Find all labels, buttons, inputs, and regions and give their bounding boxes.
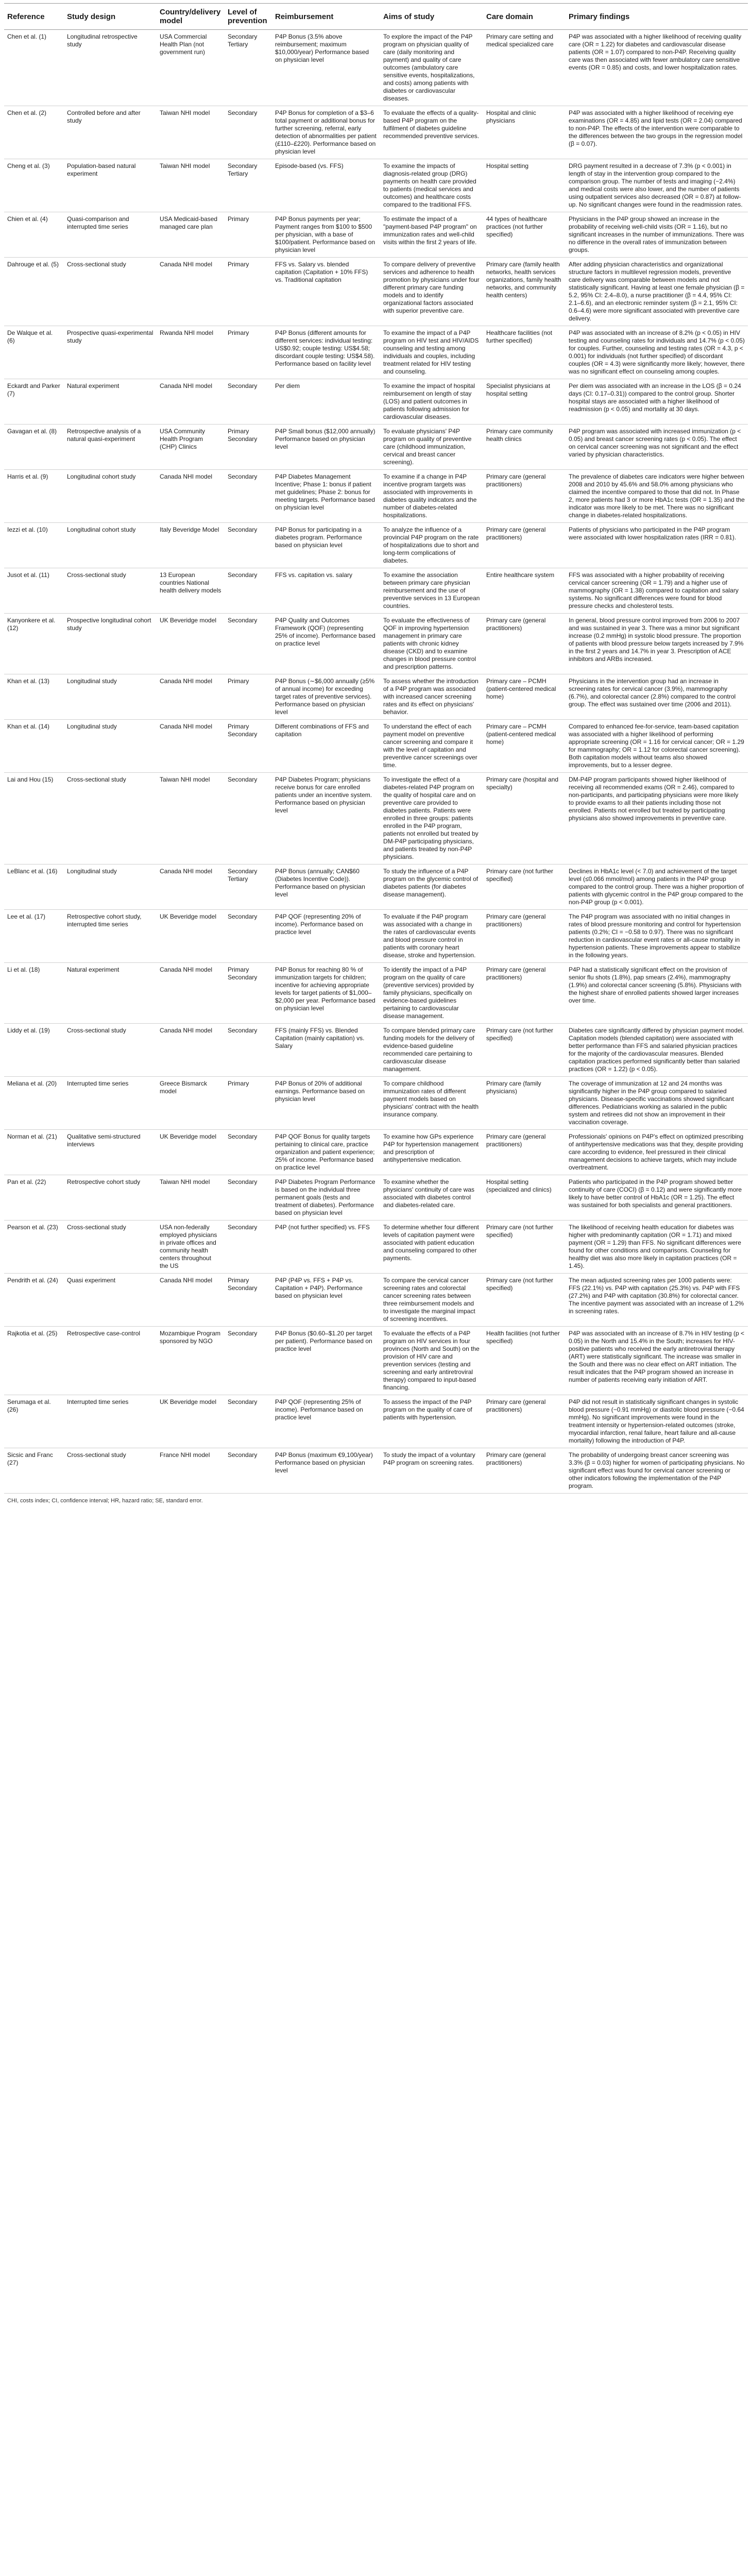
cell-reimbursement: Per diem: [272, 379, 380, 425]
cell-reimbursement: P4P Bonus (different amounts for different services: individual testing: US$0.92; couple testing: US$4.58; discordant couple testing: US$4.58). Performance based on facility level: [272, 326, 380, 379]
cell-study-design: Retrospective case-control: [64, 1327, 157, 1395]
cell-primary-findings: DRG payment resulted in a decrease of 7.3% (p < 0.001) in length of stay in the intervention group compared to the comparison group. The number of tests and imaging (−2.4%) and medical costs were also lower, and the number of patients using outpatient services also decreased (OR = 0.87) at follow-up. No significant changes were found in the readmission rates.: [566, 159, 748, 212]
cell-country: UK Beveridge model: [157, 614, 225, 674]
cell-country: Canada NHI model: [157, 1274, 225, 1327]
table-row: [4, 1327, 748, 1395]
cell-country: UK Beveridge model: [157, 1395, 225, 1448]
cell-study-design: Longitudinal study: [64, 674, 157, 720]
cell-reimbursement: P4P Bonus (maximum €9,100/year) Performance based on physician level: [272, 1448, 380, 1494]
header-care-domain: Care domain: [483, 4, 566, 30]
cell-country: Canada NHI model: [157, 674, 225, 720]
cell-aims: To investigate the effect of a diabetes-related P4P program on the quality of hospital care and on preventive care provided to diabetes patients. Patients were enrolled in three groups: patients enrolled in the P4P program, patients not enrolled but treated by DM-P4P participating physicians, and patients treated by non-P4P physicians.: [380, 773, 483, 865]
cell-care-domain: Health facilities (not further specified): [483, 1327, 566, 1395]
cell-level-of-prevention: Primary Secondary: [225, 720, 272, 773]
table-row: [4, 106, 748, 159]
cell-level-of-prevention: Secondary: [225, 614, 272, 674]
cell-reference: Lai and Hou (15): [4, 773, 64, 865]
header-primary-findings: Primary findings: [566, 4, 748, 30]
cell-reimbursement: Different combinations of FFS and capitation: [272, 720, 380, 773]
cell-reimbursement: P4P Bonus payments per year; Payment ranges from $100 to $500 per physician, with a base of $100/patient. Performance based on physician level: [272, 212, 380, 258]
cell-reference: Pendrith et al. (24): [4, 1274, 64, 1327]
cell-country: Canada NHI model: [157, 379, 225, 425]
cell-reimbursement: FFS vs. capitation vs. salary: [272, 568, 380, 614]
cell-reimbursement: P4P Bonus for completion of a $3–6 total payment or additional bonus for further screening, referral, early detection of abnormalities per patient (£110–£220). Performance based on physician level: [272, 106, 380, 159]
cell-care-domain: Primary care setting and medical specialized care: [483, 30, 566, 106]
cell-primary-findings: After adding physician characteristics and organizational structure factors in multilevel regression models, preventive care delivery was comparable between models and not statistically significant. Having at least one female physician (β = 5.2, 95% CI: 2.4–8.0), a nurse practitioner (β = 4.4, 95% CI: 2.1–6.6), and an electronic reminder system (β = 2.1, 95% CI: 0.6–4.6) were more significant associated with preventive care delivery.: [566, 258, 748, 326]
table-header: [4, 4, 748, 30]
cell-primary-findings: Professionals' opinions on P4P's effect on optimized prescribing of antihypertensive medications was that they, despite providing care according to evidence, feel pressured in their clinical management decisions to achieve targets, which may include overtreatment.: [566, 1130, 748, 1175]
header-reference: Reference: [4, 4, 64, 30]
cell-primary-findings: The prevalence of diabetes care indicators were higher between 2008 and 2010 by 45.6% and 58.0% among physicians who claimed the incentive compared to those that did not. In Phase 2, more patients had 3 or more HbA1c tests (OR = 1.35) and the indicator was more likely to be met. There was no significant change in diabetes-related hospitalizations.: [566, 470, 748, 523]
cell-care-domain: Hospital setting: [483, 159, 566, 212]
cell-aims: To assess the impact of the P4P program on the quality of care of patients with hypertension.: [380, 1395, 483, 1448]
cell-level-of-prevention: Secondary: [225, 1024, 272, 1077]
cell-primary-findings: P4P was associated with an increase of 8.2% (p < 0.05) in HIV testing and counseling rates for individuals and 14.7% (p < 0.05) for couples. Further, counseling and testing rates (OR = 4.3, p < 0.001) for individuals (not further specified) of discordant couples (OR = 4.3) were significantly more likely; however, there was no significant effect on counseling among couples.: [566, 326, 748, 379]
cell-reference: Li et al. (18): [4, 963, 64, 1024]
cell-country: Canada NHI model: [157, 865, 225, 910]
header-level-of-prevention: Level of prevention: [225, 4, 272, 30]
cell-level-of-prevention: Primary Secondary: [225, 963, 272, 1024]
cell-level-of-prevention: Secondary: [225, 568, 272, 614]
table-row: [4, 1024, 748, 1077]
cell-level-of-prevention: Secondary: [225, 1448, 272, 1494]
cell-reference: Harris et al. (9): [4, 470, 64, 523]
cell-reimbursement: P4P (not further specified) vs. FFS: [272, 1221, 380, 1274]
cell-level-of-prevention: Primary: [225, 212, 272, 258]
cell-care-domain: Primary care (general practitioners): [483, 910, 566, 963]
table-row: [4, 326, 748, 379]
cell-primary-findings: In general, blood pressure control improved from 2006 to 2007 and was sustained in year 3. There was a minor but significant increase (0.2 mmHg) in systolic blood pressure. The proportion of patients with blood pressure below targets increased by 7.9% in the first 2 years and 14.7% in year 3. Prescription of ACE inhibitors and ARBs increased.: [566, 614, 748, 674]
cell-study-design: Natural experiment: [64, 963, 157, 1024]
table-row: [4, 1448, 748, 1494]
cell-level-of-prevention: Primary: [225, 1077, 272, 1130]
cell-reference: Gavagan et al. (8): [4, 425, 64, 470]
table-row: [4, 963, 748, 1024]
cell-country: France NHI model: [157, 1448, 225, 1494]
cell-aims: To evaluate the effects of a quality-based P4P program on the fulfilment of diabetes guideline recommended preventive services.: [380, 106, 483, 159]
cell-primary-findings: Diabetes care significantly differed by physician payment model. Capitation models (blended capitation) were associated with better performance than FFS and salaried physician practices for the majority of the cardiovascular measures. Blended capitation practices performed significantly better than salaried practices (OR = 1.22) (p < 0.05).: [566, 1024, 748, 1077]
cell-reimbursement: Episode-based (vs. FFS): [272, 159, 380, 212]
cell-reference: Norman et al. (21): [4, 1130, 64, 1175]
cell-level-of-prevention: Secondary: [225, 106, 272, 159]
cell-aims: To compare delivery of preventive services and adherence to health promotion by physicians under four different primary care funding models and to identify organizational factors associated with superior preventive care.: [380, 258, 483, 326]
table-row: [4, 865, 748, 910]
cell-reimbursement: P4P Quality and Outcomes Framework (QOF) (representing 25% of income). Performance based on practice level: [272, 614, 380, 674]
cell-primary-findings: Declines in HbA1c level (< 7.0) and achievement of the target level (≤0.066 mmol/mol) among patients in the P4P group compared to the control group. There was a higher proportion of patients with glycemic control in the P4P group compared to the non-P4P group (p < 0.001).: [566, 865, 748, 910]
cell-country: Mozambique Program sponsored by NGO: [157, 1327, 225, 1395]
cell-primary-findings: P4P was associated with a higher likelihood of receiving eye examinations (OR = 4.85) and lipid tests (OR = 2.04) compared to non-P4P. The effects of the intervention were comparable to the differences between the two groups in the regression model (β = 0.07).: [566, 106, 748, 159]
cell-care-domain: Specialist physicians at hospital setting: [483, 379, 566, 425]
cell-care-domain: Primary care (not further specified): [483, 1024, 566, 1077]
cell-care-domain: Primary care (not further specified): [483, 1274, 566, 1327]
cell-level-of-prevention: Primary: [225, 326, 272, 379]
cell-country: Canada NHI model: [157, 258, 225, 326]
cell-primary-findings: P4P had a statistically significant effect on the provision of senior flu shots (1.8%), pap smears (2.4%), mammography (1.9%) and colorectal cancer screening (5.8%). Physicians with the highest share of enrolled patients showed larger increases over time.: [566, 963, 748, 1024]
cell-reference: Serumaga et al. (26): [4, 1395, 64, 1448]
cell-reimbursement: P4P Bonus (3.5% above reimbursement; maximum $10,000/year) Performance based on physician level: [272, 30, 380, 106]
cell-care-domain: 44 types of healthcare practices (not further specified): [483, 212, 566, 258]
cell-reimbursement: P4P (P4P vs. FFS + P4P vs. Capitation + P4P). Performance based on physician level: [272, 1274, 380, 1327]
cell-reimbursement: P4P Small bonus ($12,000 annually) Performance based on physician level: [272, 425, 380, 470]
cell-care-domain: Primary care (family physicians): [483, 1077, 566, 1130]
cell-level-of-prevention: Secondary Tertiary: [225, 159, 272, 212]
cell-primary-findings: P4P was associated with an increase of 8.7% in HIV testing (p < 0.05) in the North and 15.4% in the South; increases for HIV-positive patients who received the early antiretroviral therapy (ART) were statistically significant. The increase was smaller in the South and there was no clear effect on ART initiation. The result indicates that the P4P program showed an increase in number of patients receiving early initiation of ART.: [566, 1327, 748, 1395]
cell-reference: Khan et al. (14): [4, 720, 64, 773]
cell-country: USA Community Health Program (CHP) Clinics: [157, 425, 225, 470]
cell-reference: Khan et al. (13): [4, 674, 64, 720]
header-country: Country/delivery model: [157, 4, 225, 30]
cell-primary-findings: DM-P4P program participants showed higher likelihood of receiving all recommended exams (OR = 2.46), compared to non-participants, and participating physicians were more likely to provide exams to all their patients including those not enrolled. Patients not enrolled but treated by participating physicians also showed improvements in preventive care.: [566, 773, 748, 865]
table-row: [4, 1077, 748, 1130]
cell-country: Taiwan NHI model: [157, 1175, 225, 1221]
cell-country: Canada NHI model: [157, 470, 225, 523]
cell-country: USA Commercial Health Plan (not government run): [157, 30, 225, 106]
cell-reference: Chien et al. (4): [4, 212, 64, 258]
cell-reference: Eckardt and Parker (7): [4, 379, 64, 425]
cell-country: Greece Bismarck model: [157, 1077, 225, 1130]
cell-reference: Pearson et al. (23): [4, 1221, 64, 1274]
cell-country: UK Beveridge model: [157, 910, 225, 963]
cell-reference: Meliana et al. (20): [4, 1077, 64, 1130]
cell-reference: Rajkotia et al. (25): [4, 1327, 64, 1395]
cell-reimbursement: P4P Bonus for participating in a diabetes program. Performance based on physician level: [272, 523, 380, 568]
table-row: [4, 1274, 748, 1327]
cell-care-domain: Primary care (not further specified): [483, 1221, 566, 1274]
studies-table: [4, 3, 748, 1494]
cell-primary-findings: P4P program was associated with increased immunization (p < 0.05) and breast cancer screening rates (p < 0.05). The effect on cervical cancer screening was not significant and the effect varied by physician characteristics.: [566, 425, 748, 470]
cell-reimbursement: P4P Bonus (annually; CAN$60 (Diabetes Incentive Code)). Performance based on physician level: [272, 865, 380, 910]
cell-primary-findings: The P4P program was associated with no initial changes in rates of blood pressure monitoring and control for hypertension patients (0.2%; CI = −0.58 to 0.97). There was no significant reduction in cardiovascular event rates or all-cause mortality in hypertension patients. These improvements appear to stabilize in the following years.: [566, 910, 748, 963]
cell-care-domain: Primary care (general practitioners): [483, 1130, 566, 1175]
cell-country: Taiwan NHI model: [157, 773, 225, 865]
cell-aims: To explore the impact of the P4P program on physician quality of care (daily monitoring and payment) and quality of care outcomes (ambulatory care sensitive events, hospitalizations, and costs) among patients with diabetes or cardiovascular diseases.: [380, 30, 483, 106]
cell-care-domain: Primary care (general practitioners): [483, 523, 566, 568]
cell-reimbursement: FFS (mainly FFS) vs. Blended Capitation (mainly capitation) vs. Salary: [272, 1024, 380, 1077]
cell-reference: De Walque et al. (6): [4, 326, 64, 379]
cell-reference: Lee et al. (17): [4, 910, 64, 963]
cell-study-design: Quasi-comparison and interrupted time series: [64, 212, 157, 258]
cell-aims: To understand the effect of each payment model on preventive cancer screening and compare it with the level of capitation and preventive cancer screenings over time.: [380, 720, 483, 773]
cell-level-of-prevention: Secondary: [225, 1395, 272, 1448]
table-row: [4, 1130, 748, 1175]
cell-level-of-prevention: Secondary Tertiary: [225, 865, 272, 910]
cell-study-design: Cross-sectional study: [64, 1024, 157, 1077]
table-row: [4, 910, 748, 963]
cell-reimbursement: P4P Diabetes Management Incentive; Phase 1: bonus if patient met guidelines; Phase 2: bonus for meeting targets. Performance based on physician level: [272, 470, 380, 523]
cell-country: Canada NHI model: [157, 720, 225, 773]
cell-level-of-prevention: Secondary: [225, 1175, 272, 1221]
cell-care-domain: Primary care – PCMH (patient-centered medical home): [483, 674, 566, 720]
cell-aims: To examine whether the physicians' continuity of care was associated with diabetes control and diabetes-related care.: [380, 1175, 483, 1221]
cell-study-design: Retrospective cohort study: [64, 1175, 157, 1221]
cell-aims: To examine the impacts of diagnosis-related group (DRG) payments on health care provided to patients (medical services and outcomes) and healthcare costs compared to the traditional FFS.: [380, 159, 483, 212]
cell-study-design: Natural experiment: [64, 379, 157, 425]
cell-reimbursement: P4P Diabetes Program; physicians receive bonus for care enrolled patients under an incentive system. Performance based on physician level: [272, 773, 380, 865]
cell-aims: To determine whether four different levels of capitation payment were associated with patient education and counseling compared to other payments.: [380, 1221, 483, 1274]
cell-country: Canada NHI model: [157, 1024, 225, 1077]
table-row: [4, 470, 748, 523]
cell-aims: To examine the impact of hospital reimbursement on length of stay (LOS) and patient outcomes in patients following admission for cardiovascular diseases.: [380, 379, 483, 425]
table-row: [4, 379, 748, 425]
cell-reference: Kanyonkere et al. (12): [4, 614, 64, 674]
cell-country: USA non-federally employed physicians in private offices and community health centers throughout the US: [157, 1221, 225, 1274]
cell-study-design: Longitudinal cohort study: [64, 523, 157, 568]
cell-reference: Liddy et al. (19): [4, 1024, 64, 1077]
cell-care-domain: Primary care (general practitioners): [483, 1395, 566, 1448]
cell-reference: Chen et al. (1): [4, 30, 64, 106]
cell-aims: To evaluate the effectiveness of QOF in improving hypertension management in primary care patients with chronic kidney disease (CKD) and to examine changes in blood pressure control and prescription patterns.: [380, 614, 483, 674]
cell-aims: To analyze the influence of a provincial P4P program on the rate of hospitalizations due to short and long-term complications of diabetes.: [380, 523, 483, 568]
cell-primary-findings: P4P did not result in statistically significant changes in systolic blood pressure (−0.91 mmHg) or diastolic blood pressure (−0.64 mmHg). No significant improvements were found in the treatment intensity or hypertension-related outcomes (stroke, myocardial infarction, renal failure, heart failure and all-cause mortality) following the introduction of P4P.: [566, 1395, 748, 1448]
cell-aims: To examine how GPs experience P4P for hypertension management and prescription of antihypertensive medication.: [380, 1130, 483, 1175]
cell-reference: Sicsic and Franc (27): [4, 1448, 64, 1494]
cell-level-of-prevention: Secondary: [225, 910, 272, 963]
cell-study-design: Cross-sectional study: [64, 773, 157, 865]
cell-country: Italy Beveridge Model: [157, 523, 225, 568]
table-body: [4, 30, 748, 1494]
table-row: [4, 614, 748, 674]
cell-care-domain: Primary care – PCMH (patient-centered medical home): [483, 720, 566, 773]
table-row: [4, 212, 748, 258]
cell-reimbursement: FFS vs. Salary vs. blended capitation (Capitation + 10% FFS) vs. Traditional capitation: [272, 258, 380, 326]
cell-country: Rwanda NHI model: [157, 326, 225, 379]
cell-care-domain: Primary care (general practitioners): [483, 470, 566, 523]
cell-primary-findings: The mean adjusted screening rates per 1000 patients were: FFS (22.1%) vs. P4P with capitation (25.3%) vs. P4P with FFS (27.2%) and P4P with capitation (30.8%) for colorectal cancer. The incentive payment was associated with an increase of 1.2% in screening rates.: [566, 1274, 748, 1327]
cell-level-of-prevention: Secondary: [225, 773, 272, 865]
cell-aims: To compare the cervical cancer screening rates and colorectal cancer screening rates between three reimbursement models and to investigate the marginal impact of screening incentives.: [380, 1274, 483, 1327]
cell-reference: Cheng et al. (3): [4, 159, 64, 212]
table-row: [4, 674, 748, 720]
cell-country: UK Beveridge model: [157, 1130, 225, 1175]
cell-country: Taiwan NHI model: [157, 159, 225, 212]
cell-level-of-prevention: Primary: [225, 674, 272, 720]
cell-country: USA Medicaid-based managed care plan: [157, 212, 225, 258]
cell-care-domain: Primary care (not further specified): [483, 865, 566, 910]
cell-reimbursement: P4P Bonus of 20% of additional earnings. Performance based on physician level: [272, 1077, 380, 1130]
table-row: [4, 1395, 748, 1448]
cell-level-of-prevention: Secondary Tertiary: [225, 30, 272, 106]
cell-aims: To evaluate physicians' P4P program on quality of preventive care (childhood immunization, cervical and breast cancer screening).: [380, 425, 483, 470]
cell-level-of-prevention: Secondary: [225, 470, 272, 523]
cell-study-design: Prospective longitudinal cohort study: [64, 614, 157, 674]
cell-reference: Iezzi et al. (10): [4, 523, 64, 568]
cell-study-design: Quasi experiment: [64, 1274, 157, 1327]
cell-study-design: Longitudinal retrospective study: [64, 30, 157, 106]
cell-level-of-prevention: Secondary: [225, 523, 272, 568]
table-row: [4, 30, 748, 106]
cell-reference: LeBlanc et al. (16): [4, 865, 64, 910]
cell-reimbursement: P4P QOF (representing 20% of income). Performance based on practice level: [272, 910, 380, 963]
table-row: [4, 159, 748, 212]
table-row: [4, 523, 748, 568]
cell-study-design: Retrospective cohort study, interrupted time series: [64, 910, 157, 963]
cell-primary-findings: Per diem was associated with an increase in the LOS (β = 0.24 days (CI: 0.17–0.31)) compared to the control group. Shorter hospital stays are associated with a higher likelihood of readmission (p < 0.05) and mortality at 30 days.: [566, 379, 748, 425]
cell-care-domain: Primary care (general practitioners): [483, 963, 566, 1024]
cell-primary-findings: FFS was associated with a higher probability of receiving cervical cancer screening (OR = 1.79) and a higher use of mammography (OR = 1.38) compared to capitation and salary systems. No significant differences were found for blood pressure checks and cholesterol tests.: [566, 568, 748, 614]
table-row: [4, 773, 748, 865]
cell-reimbursement: P4P Diabetes Program Performance is based on the individual three permanent goals (tests and treatment of diabetes). Performance based on physician level: [272, 1175, 380, 1221]
cell-study-design: Cross-sectional study: [64, 1448, 157, 1494]
cell-study-design: Longitudinal study: [64, 720, 157, 773]
table-row: [4, 568, 748, 614]
cell-aims: To evaluate the effects of a P4P program on HIV services in four provinces (North and South) on the provision of HIV care and prevention services (testing and screening and early antiretroviral therapy) compared to input-based financing.: [380, 1327, 483, 1395]
cell-study-design: Prospective quasi-experimental study: [64, 326, 157, 379]
cell-country: 13 European countries National health delivery models: [157, 568, 225, 614]
cell-primary-findings: Physicians in the intervention group had an increase in screening rates for cervical cancer (3.9%), mammography (6.7%), and colorectal cancer (2.8%) compared to the control group. The effect was sustained over time (2006 and 2011).: [566, 674, 748, 720]
header-row: [4, 4, 748, 30]
cell-aims: To identify the impact of a P4P program on the quality of care (preventive services) provided by family physicians, specifically on evidence-based guidelines pertaining to cardiovascular disease management.: [380, 963, 483, 1024]
cell-primary-findings: The likelihood of receiving health education for diabetes was higher with predominantly capitation (OR = 1.71) and mixed payment (OR = 1.29) than FFS. No significant differences were found for other conditions and comparisons. Counseling for healthy diet was also more likely in capitation practices (OR = 1.45).: [566, 1221, 748, 1274]
cell-level-of-prevention: Secondary: [225, 1327, 272, 1395]
cell-level-of-prevention: Secondary: [225, 1221, 272, 1274]
cell-country: Canada NHI model: [157, 963, 225, 1024]
cell-care-domain: Primary care (general practitioners): [483, 614, 566, 674]
table-footnote: CHI, costs index; CI, confidence interval; HR, hazard ratio; SE, standard error.: [7, 1498, 203, 1504]
cell-care-domain: Hospital and clinic physicians: [483, 106, 566, 159]
cell-aims: To examine the association between primary care physician reimbursement and the use of preventive services in 13 European countries.: [380, 568, 483, 614]
cell-aims: To examine the impact of a P4P program on HIV test and HIV/AIDS counseling and testing among individuals and couples, including treatment related for HIV testing and counseling.: [380, 326, 483, 379]
cell-reference: Pan et al. (22): [4, 1175, 64, 1221]
cell-aims: To compare blended primary care funding models for the delivery of evidence-based guideline recommended care pertaining to cardiovascular disease management.: [380, 1024, 483, 1077]
cell-primary-findings: Patients who participated in the P4P program showed better continuity of care (COCI) (β = 0.12) and were significantly more likely to have better control of HbA1c (OR = 1.25). The effect was sustained for both specialists and general practitioners.: [566, 1175, 748, 1221]
table-row: [4, 1175, 748, 1221]
cell-study-design: Population-based natural experiment: [64, 159, 157, 212]
cell-country: Taiwan NHI model: [157, 106, 225, 159]
cell-primary-findings: Physicians in the P4P group showed an increase in the probability of receiving well-child visits (OR = 1.16), but no significant increases in the number of immunizations. There was no difference in the overall rates of immunization between groups.: [566, 212, 748, 258]
cell-study-design: Cross-sectional study: [64, 568, 157, 614]
cell-aims: To examine if a change in P4P incentive program targets was associated with improvements in diabetes quality indicators and the number of diabetes-related hospitalizations.: [380, 470, 483, 523]
cell-primary-findings: The coverage of immunization at 12 and 24 months was significantly higher in the P4P group compared to salaried physicians. Disease-specific vaccinations showed significant differences. Pediatricians working as salaried in the public system and retirees did not show an improvement in their vaccination coverage.: [566, 1077, 748, 1130]
cell-reimbursement: P4P Bonus for reaching 80 % of immunization targets for children; incentive for achieving appropriate levels for target patients of $1,000–$2,000 per year. Performance based on physician level: [272, 963, 380, 1024]
cell-care-domain: Healthcare facilities (not further specified): [483, 326, 566, 379]
cell-level-of-prevention: Secondary: [225, 379, 272, 425]
cell-reimbursement: P4P Bonus (∼$6,000 annually (≥5% of annual income) for exceeding target rates of preventive services). Performance based on physician level: [272, 674, 380, 720]
header-study-design: Study design: [64, 4, 157, 30]
cell-level-of-prevention: Secondary: [225, 1130, 272, 1175]
cell-study-design: Qualitative semi-structured interviews: [64, 1130, 157, 1175]
cell-care-domain: Primary care (hospital and specialty): [483, 773, 566, 865]
table-row: [4, 720, 748, 773]
cell-care-domain: Primary care (general practitioners): [483, 1448, 566, 1494]
cell-study-design: Retrospective analysis of a natural quasi-experiment: [64, 425, 157, 470]
header-aims: Aims of study: [380, 4, 483, 30]
cell-aims: To assess whether the introduction of a P4P program was associated with increased cancer screening rates and its effect on physicians' behavior.: [380, 674, 483, 720]
header-reimbursement: Reimbursement: [272, 4, 380, 30]
cell-study-design: Interrupted time series: [64, 1395, 157, 1448]
cell-aims: To evaluate if the P4P program was associated with a change in the rates of cardiovascular events and blood pressure control in patients with coronary heart disease, stroke and hypertension.: [380, 910, 483, 963]
cell-level-of-prevention: Primary Secondary: [225, 425, 272, 470]
cell-reference: Jusot et al. (11): [4, 568, 64, 614]
cell-primary-findings: P4P was associated with a higher likelihood of receiving quality care (OR = 1.22) for diabetes and cardiovascular disease patients (OR = 1.07) compared to non-P4P. Receiving quality care was then associated with fewer ambulatory care sensitive events (OR = 0.85) and costs, and lower hospitalization rates.: [566, 30, 748, 106]
cell-reference: Chen et al. (2): [4, 106, 64, 159]
cell-care-domain: Hospital setting (specialized and clinics): [483, 1175, 566, 1221]
table-row: [4, 258, 748, 326]
cell-primary-findings: The probability of undergoing breast cancer screening was 3.3% (β = 0.03) higher for women of participating physicians. No significant effect was found for cervical cancer screening or other indicators following the implementation of the P4P program.: [566, 1448, 748, 1494]
cell-reimbursement: P4P Bonus ($0.60–$1.20 per target per patient). Performance based on practice level: [272, 1327, 380, 1395]
cell-primary-findings: Patients of physicians who participated in the P4P program were associated with lower hospitalization rates (IRR = 0.81).: [566, 523, 748, 568]
cell-study-design: Cross-sectional study: [64, 258, 157, 326]
table-row: [4, 1221, 748, 1274]
cell-study-design: Cross-sectional study: [64, 1221, 157, 1274]
cell-study-design: Interrupted time series: [64, 1077, 157, 1130]
cell-care-domain: Primary care community health clinics: [483, 425, 566, 470]
cell-care-domain: Entire healthcare system: [483, 568, 566, 614]
cell-aims: To study the impact of a voluntary P4P program on screening rates.: [380, 1448, 483, 1494]
cell-care-domain: Primary care (family health networks, health services organizations, family health networks, and community health centers): [483, 258, 566, 326]
cell-reference: Dahrouge et al. (5): [4, 258, 64, 326]
cell-study-design: Controlled before and after study: [64, 106, 157, 159]
cell-level-of-prevention: Primary: [225, 258, 272, 326]
cell-reimbursement: P4P QOF Bonus for quality targets pertaining to clinical care, practice organization and patient experience; 25% of income. Performance based on practice level: [272, 1130, 380, 1175]
cell-level-of-prevention: Primary Secondary: [225, 1274, 272, 1327]
cell-aims: To compare childhood immunization rates of different payment models based on physicians' contract with the health insurance company.: [380, 1077, 483, 1130]
cell-aims: To study the influence of a P4P program on the glycemic control of diabetes patients (for diabetes disease management).: [380, 865, 483, 910]
cell-reimbursement: P4P QOF (representing 25% of income). Performance based on practice level: [272, 1395, 380, 1448]
table-row: [4, 425, 748, 470]
cell-study-design: Longitudinal cohort study: [64, 470, 157, 523]
cell-study-design: Longitudinal study: [64, 865, 157, 910]
cell-primary-findings: Compared to enhanced fee-for-service, team-based capitation was associated with a higher likelihood of performing appropriate screening (OR = 1.16 for cervical cancer; OR = 1.29 for mammography; OR = 1.12 for colorectal cancer screening). Both capitation models without teams also showed improvements, but to a lesser degree.: [566, 720, 748, 773]
cell-aims: To estimate the impact of a "payment-based P4P program" on immunization rates and well-child visits within the first 2 years of life.: [380, 212, 483, 258]
